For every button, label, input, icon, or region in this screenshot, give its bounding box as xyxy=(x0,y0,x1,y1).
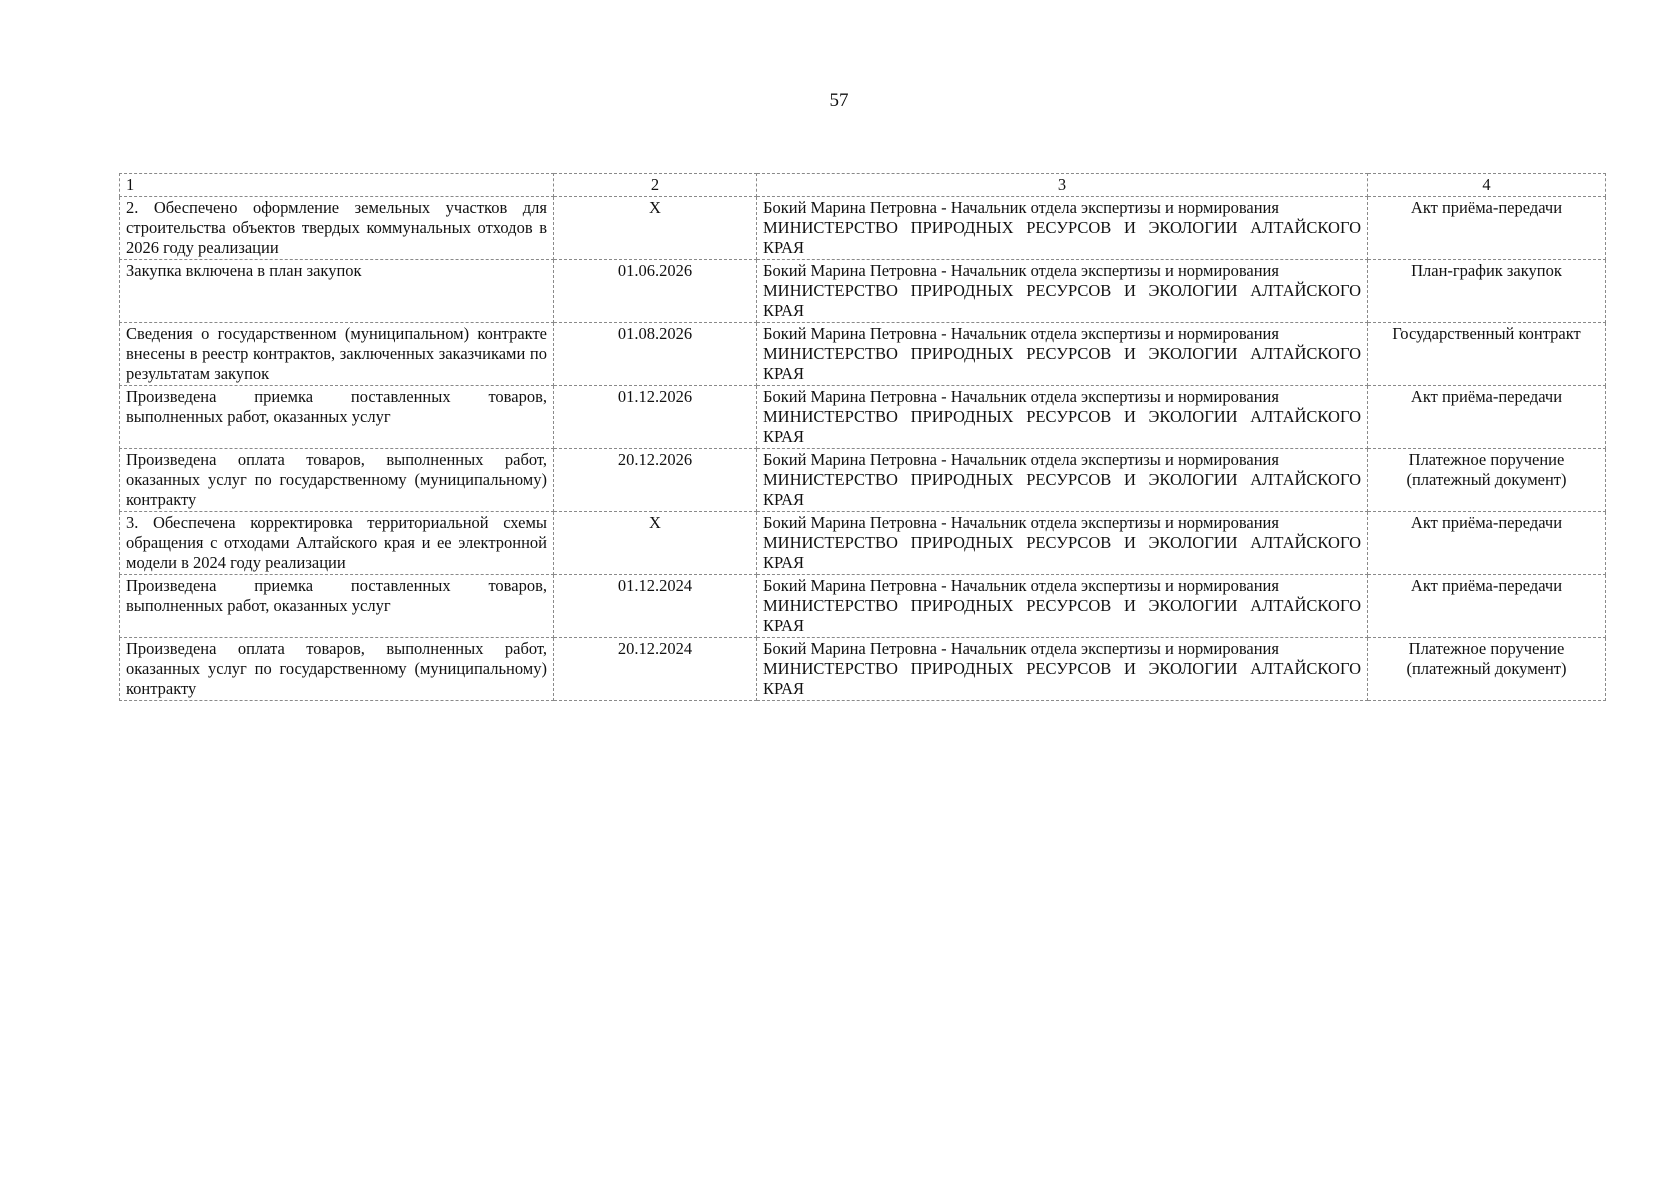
responsible-org: МИНИСТЕРСТВО ПРИРОДНЫХ РЕСУРСОВ И ЭКОЛОГИИ АЛТАЙСКОГО КРАЯ xyxy=(763,533,1361,572)
date-cell: X xyxy=(554,512,757,575)
responsible-org: МИНИСТЕРСТВО ПРИРОДНЫХ РЕСУРСОВ И ЭКОЛОГИИ АЛТАЙСКОГО КРАЯ xyxy=(763,218,1361,257)
table-header-row xyxy=(120,174,1606,197)
event-cell: Произведена приемка поставленных товаров, выполненных работ, оказанных услуг xyxy=(120,575,554,638)
table-row xyxy=(120,323,1606,386)
responsible-org: МИНИСТЕРСТВО ПРИРОДНЫХ РЕСУРСОВ И ЭКОЛОГИИ АЛТАЙСКОГО КРАЯ xyxy=(763,281,1361,320)
responsible-org: МИНИСТЕРСТВО ПРИРОДНЫХ РЕСУРСОВ И ЭКОЛОГИИ АЛТАЙСКОГО КРАЯ xyxy=(763,596,1361,635)
responsible-org: МИНИСТЕРСТВО ПРИРОДНЫХ РЕСУРСОВ И ЭКОЛОГИИ АЛТАЙСКОГО КРАЯ xyxy=(763,344,1361,383)
date-cell: 20.12.2026 xyxy=(554,449,757,512)
schedule-table xyxy=(119,173,1606,701)
column-header: 3 xyxy=(757,174,1368,197)
responsible-person: Бокий Марина Петровна - Начальник отдела экспертизы и нормирования xyxy=(763,450,1279,469)
event-cell: Произведена приемка поставленных товаров, выполненных работ, оказанных услуг xyxy=(120,386,554,449)
page-number: 57 xyxy=(829,90,849,111)
column-header: 2 xyxy=(554,174,757,197)
date-cell: 01.12.2024 xyxy=(554,575,757,638)
document-cell: Акт приёма-передачи xyxy=(1368,386,1606,449)
responsible-org: МИНИСТЕРСТВО ПРИРОДНЫХ РЕСУРСОВ И ЭКОЛОГИИ АЛТАЙСКОГО КРАЯ xyxy=(763,470,1361,509)
date-cell: 01.12.2026 xyxy=(554,386,757,449)
responsible-cell xyxy=(757,512,1368,575)
responsible-org: МИНИСТЕРСТВО ПРИРОДНЫХ РЕСУРСОВ И ЭКОЛОГИИ АЛТАЙСКОГО КРАЯ xyxy=(763,659,1361,698)
table-row xyxy=(120,575,1606,638)
document-cell: Платежное поручение (платежный документ) xyxy=(1368,449,1606,512)
document-cell: Государственный контракт xyxy=(1368,323,1606,386)
document-cell: Платежное поручение (платежный документ) xyxy=(1368,638,1606,701)
responsible-org: МИНИСТЕРСТВО ПРИРОДНЫХ РЕСУРСОВ И ЭКОЛОГИИ АЛТАЙСКОГО КРАЯ xyxy=(763,407,1361,446)
column-header: 1 xyxy=(120,174,554,197)
responsible-cell xyxy=(757,386,1368,449)
responsible-cell xyxy=(757,260,1368,323)
table-row xyxy=(120,449,1606,512)
event-cell: Сведения о государственном (муниципальном) контракте внесены в реестр контрактов, заключенных заказчиками по результатам закупок xyxy=(120,323,554,386)
responsible-person: Бокий Марина Петровна - Начальник отдела экспертизы и нормирования xyxy=(763,639,1279,658)
table-row xyxy=(120,197,1606,260)
date-cell: 01.06.2026 xyxy=(554,260,757,323)
responsible-person: Бокий Марина Петровна - Начальник отдела экспертизы и нормирования xyxy=(763,513,1279,532)
responsible-person: Бокий Марина Петровна - Начальник отдела экспертизы и нормирования xyxy=(763,261,1279,280)
responsible-cell xyxy=(757,575,1368,638)
event-cell: 3. Обеспечена корректировка территориальной схемы обращения с отходами Алтайского края и ее электронной модели в 2024 году реализации xyxy=(120,512,554,575)
date-cell: 01.08.2026 xyxy=(554,323,757,386)
responsible-cell xyxy=(757,638,1368,701)
document-cell: Акт приёма-передачи xyxy=(1368,512,1606,575)
event-cell: Произведена оплата товаров, выполненных работ, оказанных услуг по государственному (муниципальному) контракту xyxy=(120,449,554,512)
table-row xyxy=(120,386,1606,449)
table-row xyxy=(120,512,1606,575)
responsible-person: Бокий Марина Петровна - Начальник отдела экспертизы и нормирования xyxy=(763,198,1279,217)
event-cell: Закупка включена в план закупок xyxy=(120,260,554,323)
column-header: 4 xyxy=(1368,174,1606,197)
event-cell: Произведена оплата товаров, выполненных работ, оказанных услуг по государственному (муниципальному) контракту xyxy=(120,638,554,701)
responsible-person: Бокий Марина Петровна - Начальник отдела экспертизы и нормирования xyxy=(763,576,1279,595)
event-cell: 2. Обеспечено оформление земельных участков для строительства объектов твердых коммунальных отходов в 2026 году реализации xyxy=(120,197,554,260)
document-cell: Акт приёма-передачи xyxy=(1368,197,1606,260)
responsible-cell xyxy=(757,449,1368,512)
date-cell: X xyxy=(554,197,757,260)
date-cell: 20.12.2024 xyxy=(554,638,757,701)
document-cell: План-график закупок xyxy=(1368,260,1606,323)
responsible-cell xyxy=(757,323,1368,386)
responsible-cell xyxy=(757,197,1368,260)
responsible-person: Бокий Марина Петровна - Начальник отдела экспертизы и нормирования xyxy=(763,324,1279,343)
responsible-person: Бокий Марина Петровна - Начальник отдела экспертизы и нормирования xyxy=(763,387,1279,406)
table-row xyxy=(120,638,1606,701)
table-row xyxy=(120,260,1606,323)
document-cell: Акт приёма-передачи xyxy=(1368,575,1606,638)
